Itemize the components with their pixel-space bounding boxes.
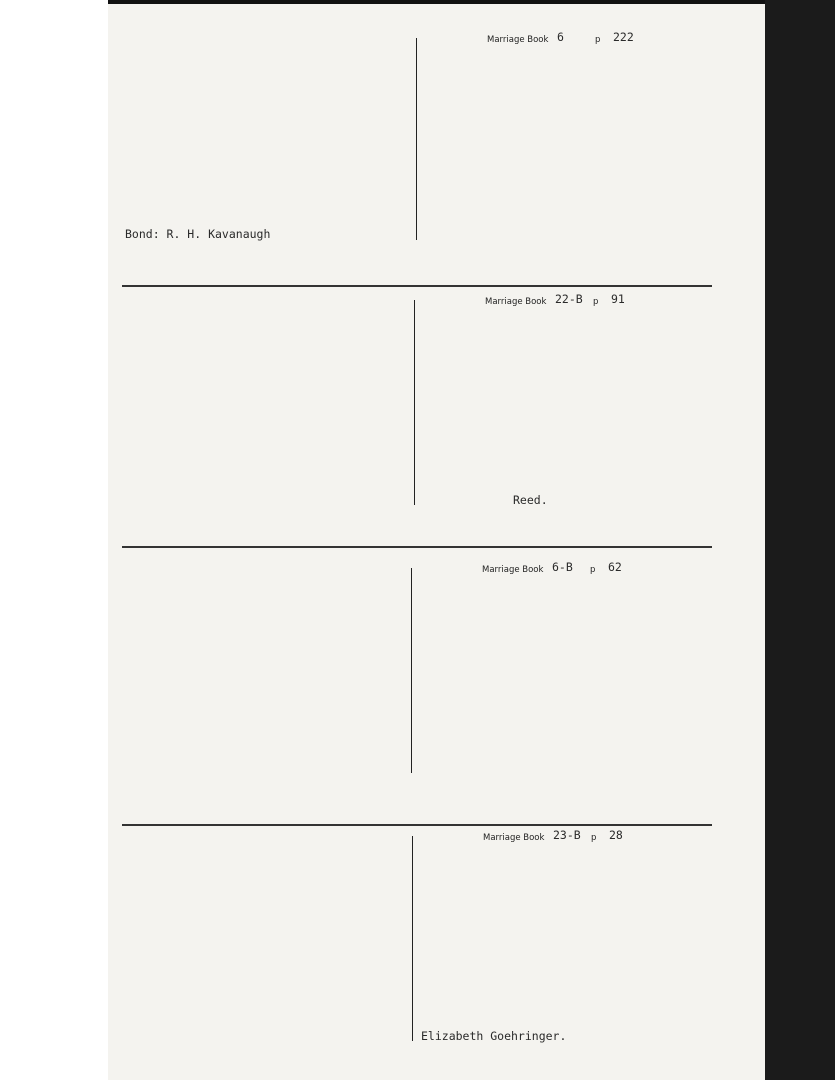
marriage-record — [108, 558, 765, 808]
marriage-book-value: 6-B — [552, 560, 573, 574]
bond-note: Bond: R. H. Kavanaugh — [125, 227, 271, 241]
page-label: p — [593, 297, 599, 307]
page-value: 28 — [609, 828, 623, 842]
marriage-record — [108, 22, 765, 280]
column-divider — [416, 38, 417, 240]
marriage-book-label: Marriage Book — [485, 297, 547, 307]
page-value: 62 — [608, 560, 622, 574]
column-divider — [411, 568, 412, 773]
record-separator — [122, 824, 712, 826]
record-separator — [122, 285, 712, 287]
scan-right-border — [765, 0, 835, 1080]
page-value: 91 — [611, 292, 625, 306]
witnesses-continued: Elizabeth Goehringer. — [421, 1029, 567, 1043]
marriage-record — [108, 290, 765, 540]
page-label: p — [591, 833, 597, 843]
page-label: p — [595, 35, 601, 45]
column-divider — [414, 300, 415, 505]
marriage-book-value: 6 — [557, 30, 564, 44]
scan-left-margin — [0, 0, 108, 1080]
marriage-book-label: Marriage Book — [483, 833, 545, 843]
page-label: p — [590, 565, 596, 575]
marriage-book-label: Marriage Book — [482, 565, 544, 575]
marriage-book-value: 23-B — [553, 828, 581, 842]
record-separator — [122, 546, 712, 548]
column-divider — [412, 836, 413, 1041]
page-value: 222 — [613, 30, 634, 44]
marriage-book-label: Marriage Book — [487, 35, 549, 45]
witnesses-continued: Reed. — [513, 493, 548, 507]
marriage-book-value: 22-B — [555, 292, 583, 306]
marriage-record — [108, 826, 765, 1076]
